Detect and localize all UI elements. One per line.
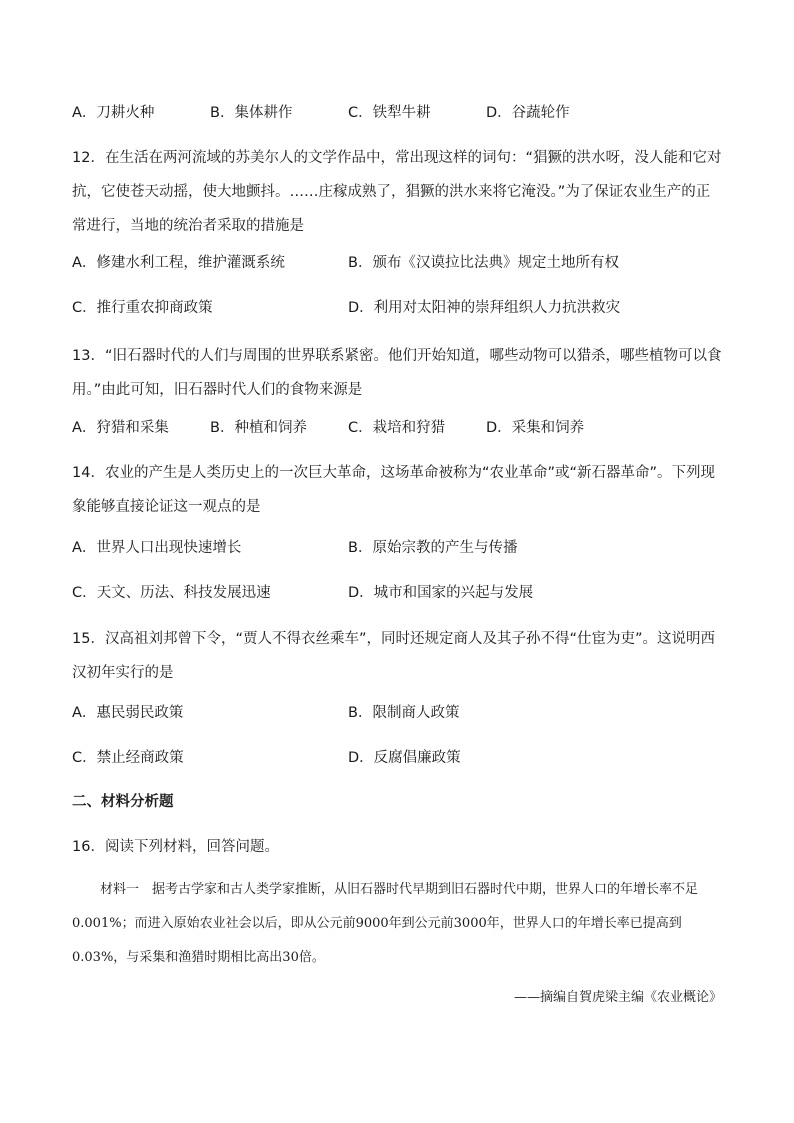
q11-option-c[interactable]: C．铁犁牛耕 [348,105,431,121]
q14-option-d[interactable]: D．城市和国家的兴起与发展 [348,585,534,601]
q12-option-d[interactable]: D．利用对太阳神的崇拜组织人力抗洪救灾 [348,300,621,316]
q14-option-a[interactable]: A．世界人口出现快速增长 [72,540,242,556]
q12-stem: 12．在生活在两河流域的苏美尔人的文学作品中，常出现这样的词句：“猖獗的洪水呀，没人能和它对抗，它使苍天动摇，使大地颤抖。……庄稼成熟了，猖獗的洪水来将它淹没。”为了保证农业生产的正常进行，当地的统治者采取的措施是 [72,150,722,234]
q13-option-a[interactable]: A．狩猎和采集 [72,420,169,436]
q15-stem: 15．汉高祖刘邦曾下令，“贾人不得衣丝乘车”，同时还规定商人及其子孙不得“仕宦为吏”。这说明西汉初年实行的是 [72,631,715,681]
q11-option-a[interactable]: A．刀耕火种 [72,105,155,121]
section-heading: 二、材料分析题 [72,794,174,810]
q13-option-c[interactable]: C．栽培和狩猎 [348,420,446,436]
q15-option-d[interactable]: D．反腐倡廉政策 [348,750,461,766]
q15-option-a[interactable]: A．惠民弱民政策 [72,705,184,721]
q13-option-b[interactable]: B．种植和饲养 [210,420,307,436]
q16-material-1: 材料一 据考古学家和古人类学家推断，从旧石器时代早期到旧石器时代中期，世界人口的年增长率不足0.001%；而进入原始农业社会以后，即从公元前9000年到公元前3000年，世界人口的年增长率已提高到0.03%，与采集和渔猎时期相比高出30倍。 [72,882,699,965]
q13-stem: 13．“旧石器时代的人们与周围的世界联系紧密。他们开始知道，哪些动物可以猎杀，哪些植物可以食用。”由此可知，旧石器时代人们的食物来源是 [72,348,722,398]
q13-option-d[interactable]: D．采集和饲养 [486,420,585,436]
q15-option-c[interactable]: C．禁止经商政策 [72,750,184,766]
q14-option-c[interactable]: C．天文、历法、科技发展迅速 [72,585,271,601]
q12-option-a[interactable]: A．修建水利工程，维护灌溉系统 [72,255,285,271]
q16-material-1-source: ——摘编自賀虎梁主编《农业概论》 [513,990,722,1005]
q16-stem: 16．阅读下列材料，回答问题。 [72,839,279,855]
q11-option-b[interactable]: B．集体耕作 [210,105,293,121]
q12-option-b[interactable]: B．颁布《汉谟拉比法典》规定土地所有权 [348,255,619,271]
q12-option-c[interactable]: C．推行重农抑商政策 [72,300,213,316]
q14-stem: 14．农业的产生是人类历史上的一次巨大革命，这场革命被称为“农业革命”或“新石器革命”。下列现象能够直接论证这一观点的是 [72,465,715,515]
q15-option-b[interactable]: B．限制商人政策 [348,705,460,721]
q14-option-b[interactable]: B．原始宗教的产生与传播 [348,540,518,556]
q11-option-d[interactable]: D．谷蔬轮作 [486,105,570,121]
